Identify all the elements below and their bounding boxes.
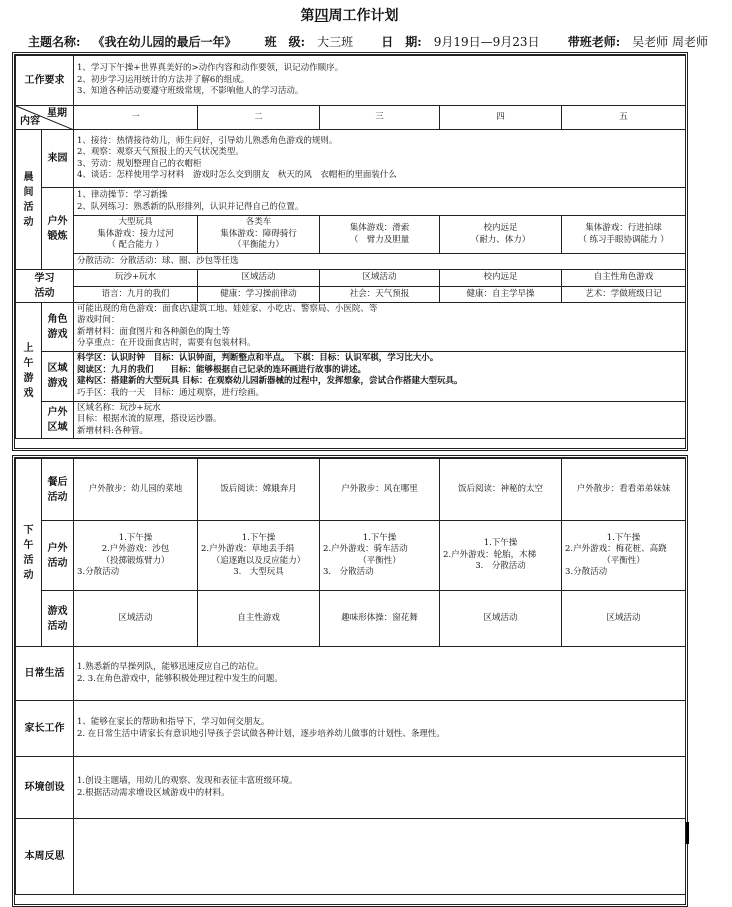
theme: 主题名称: 《我在幼儿园的最后一年》 xyxy=(28,35,237,49)
outdoor-day-5: 集体游戏：行进拍球 （ 练习手眼协调能力 ） xyxy=(562,216,686,254)
pm-outdoor-1: 1.下午操 2.户外游戏：沙包 （投掷锻炼臂力） 3.分散活动 xyxy=(74,521,198,591)
outdoor-area-label: 户外 区域 xyxy=(42,401,74,438)
study-r2-1: 语言：九月的我们 xyxy=(74,286,198,303)
arrival-label: 来园 xyxy=(42,130,74,188)
teacher: 带班老师: 吴老师 周老师 xyxy=(567,35,708,49)
pm-outdoor-label: 户外 活动 xyxy=(42,521,74,591)
requirements-content: 1、学习下午操+世界真美好的>动作内容和动作要领，识记动作顺序。 2、初步学习运用统计的方法并了解6的组成。 3、知道各种活动要遵守班级常规，不影响他人的学习活动。 xyxy=(74,56,686,106)
day-4: 四 xyxy=(440,106,562,130)
pm-game-5: 区域活动 xyxy=(562,591,686,647)
pm-outdoor-4: 1.下午操 2.户外游戏：轮胎，木梯 3. 分散活动 xyxy=(440,521,562,591)
pm-game-label: 游戏 活动 xyxy=(42,591,74,647)
pm-game-3: 趣味形体操：窗花舞 xyxy=(320,591,440,647)
morning-label: 晨 间 活 动 xyxy=(16,130,42,270)
outdoor-day-2: 各类车 集体游戏：障碍骑行 （平衡能力） xyxy=(198,216,320,254)
area-game-content: 科学区：认识时钟 目标：认识钟面，判断整点和半点。 下棋：目标：认识军棋，学习比大小。 阅读区：九月的我们 目标：能够根据自己记录的连环画进行故事的讲述。 建构区：搭建新的大型玩具 目标：在观察幼儿园新器械的过程中，发挥想象，尝试合作搭建大型玩具。 巧手区：我的一天 目标：通过观察，进行绘画。 xyxy=(74,351,686,401)
outdoor-area-content: 区域名称：玩沙+玩水 目标：根据水流的原理，搭设运沙器。 新增材料:各种管。 xyxy=(74,401,686,438)
arrival-content: 1、接待：热情接待幼儿，师生问好，引导幼儿熟悉角色游戏的规则。 2、观察：观察天气预报上的天气状况类型。 3、劳动：规划整理自己的衣帽柜 4、谈话：怎样使用学习材料 游戏时怎么交到朋友 秋天的风 衣帽柜的里面装什么 xyxy=(74,130,686,188)
outdoor-day-3: 集体游戏：滑索 （ 臂力及胆量 xyxy=(320,216,440,254)
study-r2-5: 艺术：学做班级日记 xyxy=(562,286,686,303)
pm-outdoor-3: 1.下午操 2.户外游戏：骑车活动 （平衡性） 3. 分散活动 xyxy=(320,521,440,591)
study-r2-4: 健康：自主学早操 xyxy=(440,286,562,303)
study-r1-5: 自主性角色游戏 xyxy=(562,270,686,287)
plan-header xyxy=(28,33,708,50)
parents-label: 家长工作 xyxy=(16,701,74,757)
study-r1-4: 校内远足 xyxy=(440,270,562,287)
weekday-corner: 星期 内容 xyxy=(16,106,74,130)
reflection-content[interactable] xyxy=(74,819,686,895)
class: 班 级: 大三班 xyxy=(264,35,354,49)
day-1: 一 xyxy=(74,106,198,130)
date: 日 期: 9月19日—9月23日 xyxy=(381,35,540,49)
afternoon-label: 下 午 活 动 xyxy=(16,459,42,647)
after-meal-1: 户外散步：幼儿园的菜地 xyxy=(74,459,198,521)
outdoor-day-1: 大型玩具 集体游戏：接力过河 （ 配合能力 ） xyxy=(74,216,198,254)
morning-plan-table xyxy=(15,55,686,439)
day-3: 三 xyxy=(320,106,440,130)
margin-mark xyxy=(686,822,689,844)
environment-content: 1.创设主题墙，用幼儿的观察、发现和表征丰富班级环境。 2.根据活动需求增设区域游戏中的材料。 xyxy=(74,757,686,819)
day-5: 五 xyxy=(562,106,686,130)
reflection-label: 本周反思 xyxy=(16,819,74,895)
area-game-label: 区域 游戏 xyxy=(42,351,74,401)
after-meal-3: 户外散步：风在哪里 xyxy=(320,459,440,521)
after-meal-5: 户外散步：看看弟弟妹妹 xyxy=(562,459,686,521)
outdoor-label: 户外 锻炼 xyxy=(42,188,74,270)
pm-game-4: 区域活动 xyxy=(440,591,562,647)
after-meal-label: 餐后 活动 xyxy=(42,459,74,521)
day-2: 二 xyxy=(198,106,320,130)
outdoor-scatter: 分散活动：分散活动：球、圈、沙包等任选 xyxy=(74,254,686,270)
daily-life-label: 日常生活 xyxy=(16,647,74,701)
study-r1-1: 玩沙+玩水 xyxy=(74,270,198,287)
pm-game-2: 自主性游戏 xyxy=(198,591,320,647)
outdoor-intro: 1、律动操节：学习新操 2、队列练习：熟悉新的队形排列，认识并记得自己的位置。 xyxy=(74,188,686,216)
study-r2-3: 社会：天气预报 xyxy=(320,286,440,303)
study-r1-2: 区域活动 xyxy=(198,270,320,287)
requirements-label: 工作要求 xyxy=(16,56,74,106)
parents-content: 1、能够在家长的帮助和指导下，学习如何交朋友。 2. 在日常生活中请家长有意识地引导孩子尝试做各种计划，逐步培养幼儿做事的计划性、条理性。 xyxy=(74,701,686,757)
role-game-label: 角色 游戏 xyxy=(42,303,74,352)
study-label: 学习 活动 xyxy=(16,270,74,303)
outdoor-day-4: 校内远足 （耐力、体力） xyxy=(440,216,562,254)
afternoon-plan-table xyxy=(15,458,686,895)
daily-life-content: 1.熟悉新的早操列队，能够迅速反应自己的站位。 2. 3.在角色游戏中，能够积极处理过程中发生的问题。 xyxy=(74,647,686,701)
study-r2-2: 健康：学习操前律动 xyxy=(198,286,320,303)
pm-outdoor-2: 1.下午操 2.户外游戏：草地丢手绢 （追逐跑以及反应能力） 3. 大型玩具 xyxy=(198,521,320,591)
after-meal-4: 饭后阅读：神秘的太空 xyxy=(440,459,562,521)
pm-game-1: 区域活动 xyxy=(74,591,198,647)
after-meal-2: 饭后阅读：嫦娥奔月 xyxy=(198,459,320,521)
role-game-content: 可能出现的角色游戏：面食店\建筑工地、娃娃家、小吃店、警察局、小医院、等 游戏时间： 新增材料：面食图片和各种颜色的陶土等 分享重点：在开设面食店时，需要有包装材料。 xyxy=(74,303,686,352)
environment-label: 环境创设 xyxy=(16,757,74,819)
study-r1-3: 区域活动 xyxy=(320,270,440,287)
forenoon-label: 上 午 游 戏 xyxy=(16,303,42,439)
page-title: 第四周工作计划 xyxy=(300,8,399,24)
pm-outdoor-5: 1.下午操 2.户外游戏：梅花桩、高跷 （平衡性） 3.分散活动 xyxy=(562,521,686,591)
